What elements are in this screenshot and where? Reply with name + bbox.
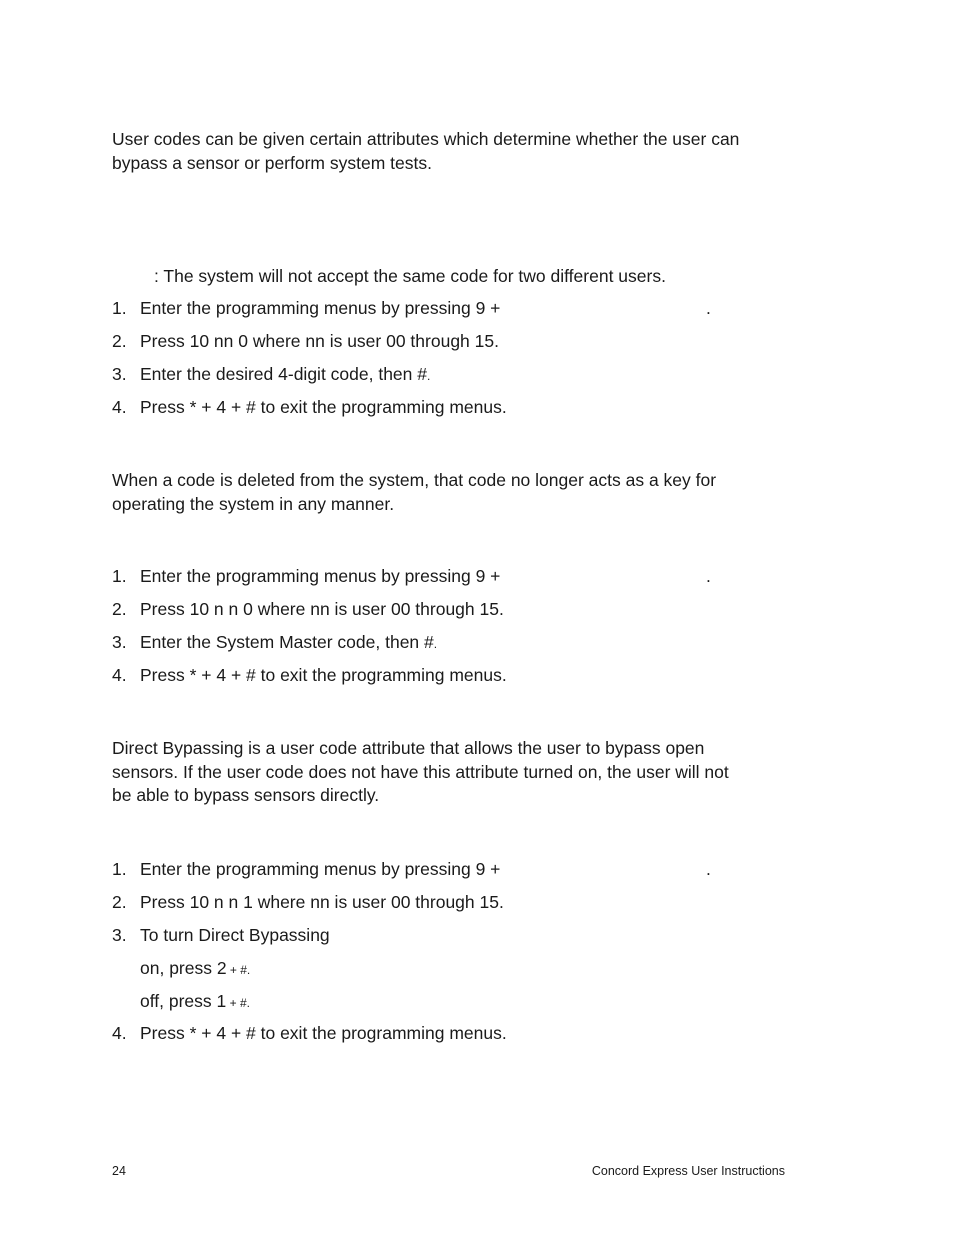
step-number: 2. [112, 331, 127, 351]
intro-paragraph [112, 128, 792, 175]
step-number: 3. [112, 364, 127, 384]
bypass-intro-line-2: sensors. If the user code does not have this attribute turned on, the user will not [112, 761, 729, 782]
step-line [140, 631, 437, 656]
intro-line-2: bypass a sensor or perform system tests. [112, 152, 432, 173]
step-text: Press 10 nn 0 where nn is user 00 through 15. [140, 331, 499, 351]
footer-doc-title: Concord Express User Instructions [591, 1164, 785, 1178]
option-text: on, press 2 [140, 958, 227, 978]
step-text: Enter the System Master code, then # [140, 632, 434, 652]
step-number: 2. [112, 892, 127, 912]
delete-intro-paragraph [112, 469, 792, 516]
page-number: 24 [112, 1164, 126, 1178]
step-text: Press 10 n n 0 where nn is user 00 through 15. [140, 599, 504, 619]
step-text: Enter the programming menus by pressing 9 + [140, 859, 501, 879]
step-number: 4. [112, 397, 127, 417]
step-number: 4. [112, 665, 127, 685]
step-small: . [427, 369, 431, 383]
bypass-option-off [140, 990, 250, 1015]
step-text: Enter the desired 4-digit code, then # [140, 364, 427, 384]
delete-intro-line-1: When a code is deleted from the system, that code no longer acts as a key for [112, 470, 717, 490]
step-text: To turn Direct Bypassing [140, 925, 330, 945]
step-number: 1. [112, 859, 127, 879]
step-number: 3. [112, 925, 127, 945]
bypass-intro-paragraph [112, 737, 792, 808]
bypass-option-on [140, 957, 250, 982]
step-text: Press * + 4 + # to exit the programming menus. [140, 665, 507, 685]
step-text: Press * + 4 + # to exit the programming menus. [140, 1023, 507, 1043]
step-text: Press 10 n n 1 where nn is user 00 through 15. [140, 892, 504, 912]
bypass-intro-line-3: be able to bypass sensors directly. [112, 785, 380, 805]
step-line [140, 363, 430, 388]
step-number: 4. [112, 1023, 127, 1043]
step-small: . [433, 637, 438, 651]
step-number: 1. [112, 298, 127, 318]
step-text: Enter the programming menus by pressing 9 + [140, 298, 501, 318]
step-number: 3. [112, 632, 127, 652]
step-trail: . [706, 566, 711, 586]
option-text: off, press 1 [140, 991, 227, 1011]
bypass-intro-line-1: Direct Bypassing is a user code attribute that allows the user to bypass open [112, 738, 705, 758]
step-number: 2. [112, 599, 127, 619]
step-trail: . [706, 859, 711, 879]
delete-intro-line-2: operating the system in any manner. [112, 493, 395, 514]
step-number: 1. [112, 566, 127, 586]
option-small: + #. [226, 996, 250, 1010]
option-small: + #. [226, 963, 251, 977]
intro-line-1: User codes can be given certain attributes which determine whether the user can [112, 129, 740, 149]
note-text: : The system will not accept the same code for two different users. [154, 266, 666, 286]
step-text: Press * + 4 + # to exit the programming menus. [140, 397, 507, 417]
step-trail: . [706, 298, 711, 318]
step-text: Enter the programming menus by pressing 9 + [140, 566, 501, 586]
